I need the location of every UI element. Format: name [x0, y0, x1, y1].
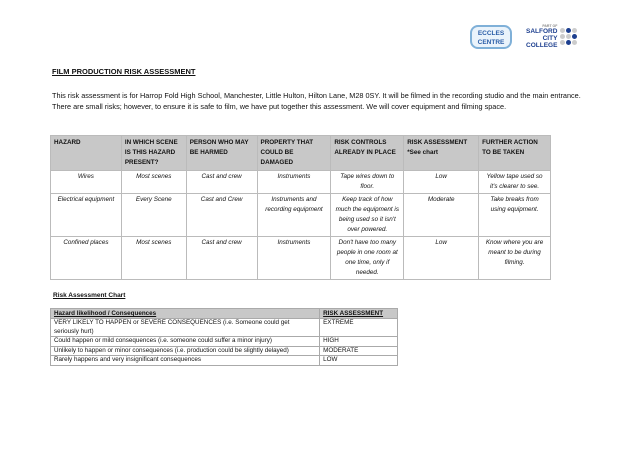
- table-header-row: [51, 136, 551, 171]
- header-cell: PROPERTY THAT COULD BE DAMAGED: [257, 136, 331, 171]
- header-cell: RISK CONTROLS ALREADY IN PLACE: [331, 136, 404, 171]
- chart-row: [51, 337, 398, 347]
- chart-row: [51, 346, 398, 356]
- table-cell: Most scenes: [121, 171, 186, 194]
- chart-title: Risk Assessment Chart: [53, 292, 126, 299]
- table-cell: Wires: [51, 171, 122, 194]
- table-row: [51, 237, 551, 280]
- table-cell: Cast and crew: [186, 237, 257, 280]
- chart-cell: EXTREME: [320, 319, 398, 337]
- table-cell: Low: [404, 237, 479, 280]
- table-cell: Instruments: [257, 237, 331, 280]
- table-cell: Cast and crew: [186, 171, 257, 194]
- table-cell: Most scenes: [121, 237, 186, 280]
- table-cell: Take breaks from using equipment.: [479, 194, 551, 237]
- chart-header-row: [51, 309, 398, 319]
- chart-row: [51, 319, 398, 337]
- chart-cell: VERY LIKELY TO HAPPEN or SEVERE CONSEQUENCES (i.e. Someone could get seriously hurt): [51, 319, 320, 337]
- table-cell: Keep track of how much the equipment is being used so it isn't over powered.: [331, 194, 404, 237]
- header-cell: RISK ASSESSMENT *See chart: [404, 136, 479, 171]
- chart-cell: Unlikely to happen or minor consequences (i.e. production could be slightly delayed): [51, 346, 320, 356]
- risk-chart-table: [50, 308, 398, 366]
- chart-cell: Rarely happens and very insignificant consequences: [51, 356, 320, 366]
- table-cell: Electrical equipment: [51, 194, 122, 237]
- table-row: [51, 194, 551, 237]
- table-cell: Tape wires down to floor.: [331, 171, 404, 194]
- table-cell: Don't have too many people in one room at one time, only if needed.: [331, 237, 404, 280]
- table-cell: Every Scene: [121, 194, 186, 237]
- chart-cell: HIGH: [320, 337, 398, 347]
- document-title: FILM PRODUCTION RISK ASSESSMENT: [52, 67, 196, 76]
- header-cell: Hazard likelihood / Consequences: [51, 309, 320, 319]
- risk-assessment-table: [50, 135, 551, 280]
- logos: [470, 24, 577, 49]
- chart-cell: MODERATE: [320, 346, 398, 356]
- header-cell: PERSON WHO MAY BE HARMED: [186, 136, 257, 171]
- table-cell: Know where you are meant to be during filming.: [479, 237, 551, 280]
- chart-cell: Could happen or mild consequences (i.e. someone could suffer a minor injury): [51, 337, 320, 347]
- eccles-centre-logo: ECCLES CENTRE: [470, 25, 512, 49]
- table-row: [51, 171, 551, 194]
- header-cell: RISK ASSESSMENT: [320, 309, 398, 319]
- header-cell: HAZARD: [51, 136, 122, 171]
- table-cell: Instruments: [257, 171, 331, 194]
- salford-city-college-logo: PART OF SALFORD CITY COLLEGE: [526, 24, 577, 49]
- table-cell: Cast and Crew: [186, 194, 257, 237]
- chart-cell: LOW: [320, 356, 398, 366]
- table-cell: Low: [404, 171, 479, 194]
- table-cell: Moderate: [404, 194, 479, 237]
- header-cell: FURTHER ACTION TO BE TAKEN: [479, 136, 551, 171]
- chart-row: [51, 356, 398, 366]
- intro-paragraph: This risk assessment is for Harrop Fold High School, Manchester, Little Hulton, Hilton Lane, M28 0SY. It will be filmed in the recording studio and the main entrance. There are small risks; however, to ensure it is safe to film, we have put together this assessment. We will cover equipment and filming space.: [52, 91, 581, 111]
- table-cell: Instruments and recording equipment: [257, 194, 331, 237]
- table-cell: Yellow tape used so it's clearer to see.: [479, 171, 551, 194]
- table-cell: Confined places: [51, 237, 122, 280]
- header-cell: IN WHICH SCENE IS THIS HAZARD PRESENT?: [121, 136, 186, 171]
